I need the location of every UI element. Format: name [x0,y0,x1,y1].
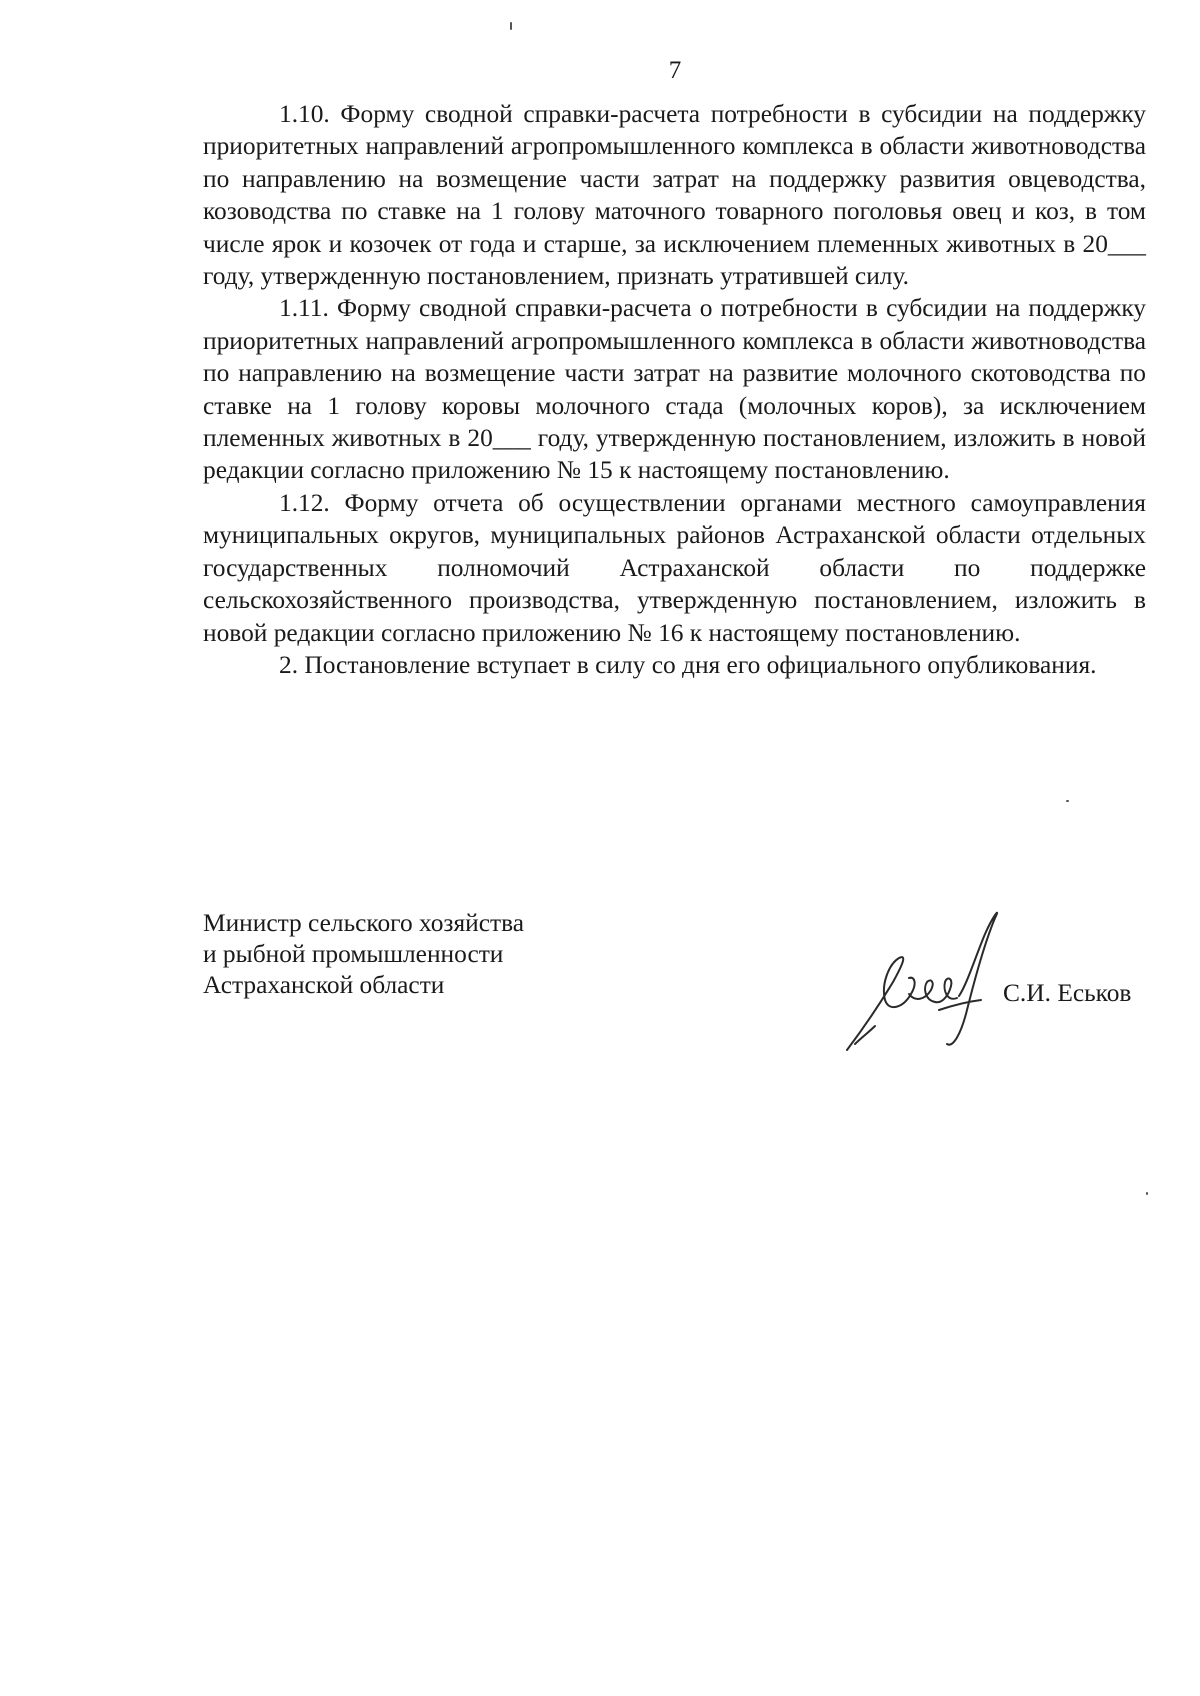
paragraph-2: 2. Постановление вступает в силу со дня его официального опубликования. [279,650,1097,679]
signatory-position-line-2: и рыбной промышленности [203,940,504,968]
scan-speck [1146,1192,1148,1195]
paragraph-1-11: 1.11. Форму сводной справки-расчета о потребности в субсидии на поддержку приоритетных направлений агропромышленного комплекса в области животноводства по направлению на возмещение части затрат на развитие молочного скотоводства по ставке на 1 голову коровы молочного стада (молочных коров), за исключением племенных животных в 20___ году, утвержденную постановлением, изложить в новой редакции согласно приложению № 15 к настоящему постановлению. [203,294,1146,485]
signatory-position [203,908,524,1001]
handwritten-signature-icon [835,898,1015,1058]
scan-speck [1066,800,1069,802]
document-body [203,98,1146,681]
signatory-position-line-3: Астраханской области [203,971,445,999]
paragraph-1-12: 1.12. Форму отчета об осуществлении органами местного самоуправления муниципальных округов, муниципальных районов Астраханской области отдельных государственных полномочий Астраханской области по поддержке сельскохозяйственного производства, утвержденную постановлением, изложить в новой редакции согласно приложению № 16 к настоящему постановлению. [203,488,1146,647]
signatory-position-line-1: Министр сельского хозяйства [203,909,525,937]
paragraph-1-10: 1.10. Форму сводной справки-расчета потребности в субсидии на поддержку приоритетных направлений агропромышленного комплекса в области животноводства по направлению на возмещение части затрат на поддержку развития овцеводства, козоводства по ставке на 1 голову маточного товарного поголовья овец и коз, в том числе ярок и козочек от года и старше, за исключением племенных животных в 20___ году, утвержденную постановлением, признать утратившей силу. [203,100,1146,291]
signatory-name: С.И. Еськов [1003,979,1132,1007]
scan-speck [510,22,512,30]
page-number: 7 [668,57,682,84]
